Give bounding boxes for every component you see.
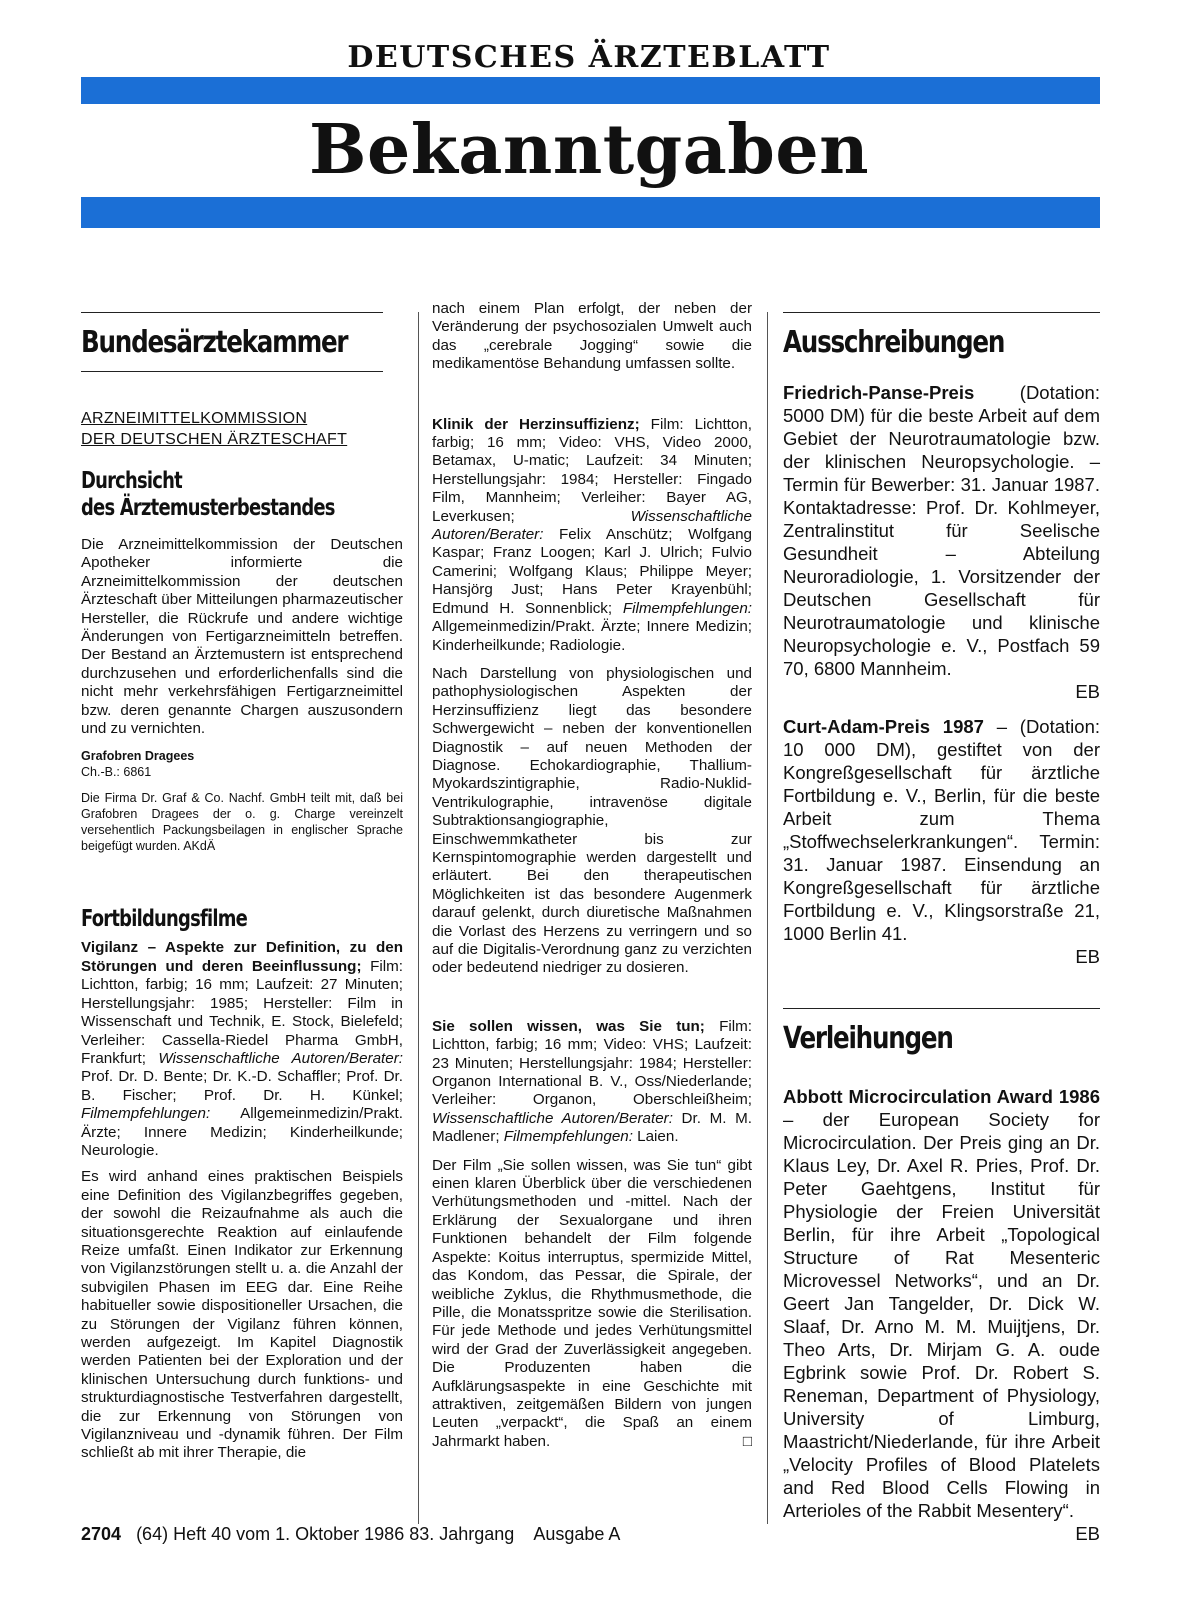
drug-note-signature: AKdÄ [183,839,216,854]
award-entry [783,1085,1100,1545]
issue-info: (64) Heft 40 vom 1. Oktober 1986 83. Jahrgang [136,1524,515,1544]
article-intro: Die Arzneimittelkommission der Deutschen Apotheker informierte die Arzneimittelkommission der deutschen Ärzteschaft über Mitteilungen pharmazeutischer Hersteller, die Rückrufe und andere wichtige Änderungen von Fertigarzneimitteln betreffen. Der Bestand an Ärztemustern ist entsprechend durchzusehen und erforderlichenfalls sind die nicht mehr verkehrsfähigen Fertigarzneimittel bzw. deren genannte Chargen auszusondern und zu vernichten. [81,536,403,738]
drug-name: Grafobren Dragees [81,749,195,764]
film-recommendations: Allgemeinmedizin/Prakt. Ärzte; Innere Medizin; Kinderheilkunde; Neurologie. [81,1105,403,1159]
drug-note-text: Die Firma Dr. Graf & Co. Nachf. GmbH teilt mit, daß bei Grafobren Dragees der o. g. Charge vereinzelt versehentlich Packungsbeilagen in englischer Sprache beigefügt wurden. [81,791,403,854]
film-recommendations: Allgemeinmedizin/Prakt. Ärzte; Innere Medizin; Kinderheilkunde; Radiologie. [432,618,752,654]
prize-signature: EB [1075,946,1100,967]
prize-entry [783,381,1100,703]
film-recommendations-label: Filmempfehlungen: [81,1105,211,1123]
section-title-verleihungen: Verleihungen [783,1021,953,1056]
film-title: Sie sollen wissen, was Sie tun; [432,1017,705,1035]
drug-notice [81,748,403,854]
award-name: Abbott Microcirculation Award 1986 [783,1086,1100,1107]
heading-line-2: des Ärztemusterbestandes [81,495,335,521]
film-title: Vigilanz – Aspekte zur Definition, zu den Störungen und deren Beeinflussung; [81,939,403,975]
film-authors: Prof. Dr. D. Bente; Dr. K.-D. Schaffler; Prof. Dr. B. Fischer; Prof. Dr. H. Künkel; [81,1068,403,1104]
film-description-text: Der Film „Sie sollen wissen, was Sie tun“ gibt einen klaren Überblick über die verschiedenen Verhütungsmethoden und -mittel. Nach der Erklärung der Sexualorgane und ihren Funktionen behandelt der Film folgende Aspekte: Koitus interruptus, spermizide Mittel, das Kondom, das Pessar, die Spirale, der weibliche Zyklus, die Rhythmusmethode, die Pille, die Monatsspritze sowie die Sterilisation. Für jede Methode und jedes Verhütungsmittel wird der Grad der Zuverlässigkeit angegeben. Die Produzenten haben die Aufklärungsaspekte in eine Geschichte mit attraktiven, zeitgemäßen Bildern von jungen Leuten „verpackt“, die Spaß an einem Jahrmarkt haben. [432,1156,752,1450]
film-authors-label: Wissenschaftliche Autoren/Berater: [432,1109,673,1127]
section-rule [81,312,383,313]
prize-text: – (Dotation: 10 000 DM), gestiftet von der Kongreßgesellschaft für ärztliche Fortbildung e. V., Berlin, für die beste Arbeit zum Thema „Stoffwechselerkrankungen“. Termin: 31. Januar 1987. Einsendung an Kongreßgesellschaft für ärztliche Fortbildung e. V., Klingsorstraße 21, 1000 Berlin 41. [783,716,1100,944]
film-entry [432,1018,752,1147]
award-signature: EB [1075,1523,1100,1544]
film-entry [432,416,752,655]
film-authors-label: Wissenschaftliche Autoren/Berater: [158,1049,403,1067]
drug-batch: Ch.-B.: 6861 [81,765,152,780]
prize-name: Friedrich-Panse-Preis [783,382,975,403]
prize-name: Curt-Adam-Preis 1987 [783,716,984,737]
section-title-ausschreibungen: Ausschreibungen [783,325,1005,360]
org-line-1: ARZNEIMITTELKOMMISSION [81,410,308,427]
column-3 [783,312,1100,1545]
continued-text: nach einem Plan erfolgt, der neben der Veränderung der psychosozialen Umwelt auch das „cerebrale Jogging“ sowie die medikamentöse Behandung umfassen sollte. [432,300,752,373]
blue-band-bottom [81,197,1100,228]
prize-signature: EB [1075,681,1100,702]
section-rule [783,1008,1100,1009]
film-authors-label: Wissenschaftliche Autoren/Berater: [432,507,752,544]
film-description: Nach Darstellung von physiologischen und pathophysiologischen Aspekten der Herzinsuffizienz liegt das besondere Schwergewicht – neben der konventionellen Diagnostik – auf neuen Methoden der Diagnose. Echokardiographie, Thallium-Myokardszintigraphie, Radio-Nuklid-Ventrikulographie, intravenöse digitale Subtraktionsangiographie, Einschwemmkatheter bis zur Kernspintomographie werden dargestellt und erläutert. Bei den therapeutischen Möglichkeiten ist das besondere Augenmerk darauf gelenkt, durch diuretische Maßnahmen die Vorlast des Herzens zu verringern und so auf die Digitalis-Verordnung ganz zu verzichten oder bedeutend niedriger zu dosieren. [432,664,752,977]
film-recommendations-label: Filmempfehlungen: [622,599,752,617]
film-details: Film: Lichtton, farbig; 16 mm; Laufzeit: 27 Minuten; Herstellungsjahr: 1985; Hersteller: Film in Wissenschaft und Technik, E. Stock, Bielefeld; Verleiher: Cassella-Riedel Pharma GmbH, Frankfurt; [81,957,403,1067]
section-title-fortbildungsfilme: Fortbildungsfilme [81,906,248,933]
prize-entry [783,715,1100,968]
masthead: DEUTSCHES ÄRZTEBLATT [347,40,831,75]
blue-band-top [81,77,1100,104]
page-number: 2704 [81,1524,122,1544]
page-title: Bekanntgaben [308,110,870,190]
section-rule [783,312,1100,313]
column-divider [418,312,419,1524]
section-rule [81,371,383,372]
drug-note [81,790,403,854]
film-authors: Felix Anschütz; Wolfgang Kaspar; Franz Loogen; Karl J. Ulrich; Fulvio Camerini; Wolfgang Klaus; Philippe Meyer; Hansjörg Just; Hans Peter Krayenbühl; Edmund H. Sonnenblick; [432,526,752,617]
org-line-2: DER DEUTSCHEN ÄRZTESCHAFT [81,431,348,448]
end-mark: □ [742,1432,752,1450]
film-title: Klinik der Herzinsuffizienz; [432,415,640,433]
film-description: Es wird anhand eines praktischen Beispiels eine Definition des Vigilanzbegriffes gegeben, der sowohl die Reizaufnahme als auch die situationsgerechte Reaktion auf einlaufende Reize umfaßt. Einen Indikator zur Erkennung von Vigilanzstörungen stellt u. a. die Anzahl der subvigilen Phasen im EEG dar. Eine Reihe habitueller sowie dispositioneller Ursachen, die zu Störungen der Vigilanz führen können, werden aufgezeigt. Im Kapitel Diagnostik werden Patienten bei der Exploration und der klinischen Untersuchung durch funktions- und strukturdiagnostische Testverfahren dargestellt, die zur Erkennung von Störungen von Vigilanzniveau und -dynamik führen. Der Film schließt ab mit ihrer Therapie, die [81,1168,403,1462]
film-entry [81,939,403,1160]
film-authors: Dr. M. M. Madlener; [432,1109,752,1146]
column-2 [432,300,752,1451]
film-recommendations-label: Filmempfehlungen: [503,1128,633,1146]
film-details: Film: Lichtton, farbig; 16 mm; Video: VHS; Laufzeit: 23 Minuten; Herstellungsjahr: 1984; Hersteller: Organon International B. V., Oss/Niederlande; Verleiher: Organon, Oberschleißheim; [432,1017,752,1109]
column-1 [81,312,403,1463]
film-details: Film: Lichtton, farbig; 16 mm; Video: VHS, Video 2000, Betamax, U-matic; Laufzeit: 34 Minuten; Herstellungsjahr: 1984; Hersteller: Fingado Film, Mannheim; Verleiher: Bayer AG, Leverkusen; [432,415,752,525]
edition: Ausgabe A [533,1524,621,1544]
section-title-bundesaerztekammer: Bundesärztekammer [81,325,348,360]
organization-name [81,408,403,450]
page-footer [81,1524,620,1545]
film-recommendations: Laien. [632,1128,679,1146]
column-divider [767,312,768,1524]
award-text: – der European Society for Microcirculation. Der Preis ging an Dr. Klaus Ley, Dr. Axel R. Pries, Prof. Dr. Peter Gaehtgens, Institut für Physiologie der Freien Universität Berlin, für ihre Arbeit „Topological Structure of Rat Mesenteric Microvessel Networks“, und an Dr. Geert Jan Tangelder, Dr. Dick W. Slaaf, Dr. Arno M. M. Muijtjens, Dr. Theo Arts, Dr. Mirjam G. A. oude Egbrink sowie Prof. Dr. Robert S. Reneman, Department of Physiology, University of Limburg, Maastricht/Niederlande, für ihre Arbeit „Velocity Profiles of Blood Platelets and Red Blood Cells Flowing in Arterioles of the Rabbit Mesentery“. [783,1109,1100,1521]
film-description [432,1157,752,1452]
prize-text: (Dotation: 5000 DM) für die beste Arbeit auf dem Gebiet der Neurotraumatologie bzw. der klinischen Neuropsychologie. – Termin für Bewerber: 31. Januar 1987. Kontaktadresse: Prof. Dr. Kohlmeyer, Zentralinstitut für Seelische Gesundheit – Abteilung Neuroradiologie, 1. Vorsitzender der Deutschen Gesellschaft für Neurotraumatologie und klinische Neuropsychologie e. V., Postfach 59 70, 6800 Mannheim. [783,382,1100,679]
heading-line-1: Durchsicht [81,468,182,494]
article-heading [81,468,335,522]
